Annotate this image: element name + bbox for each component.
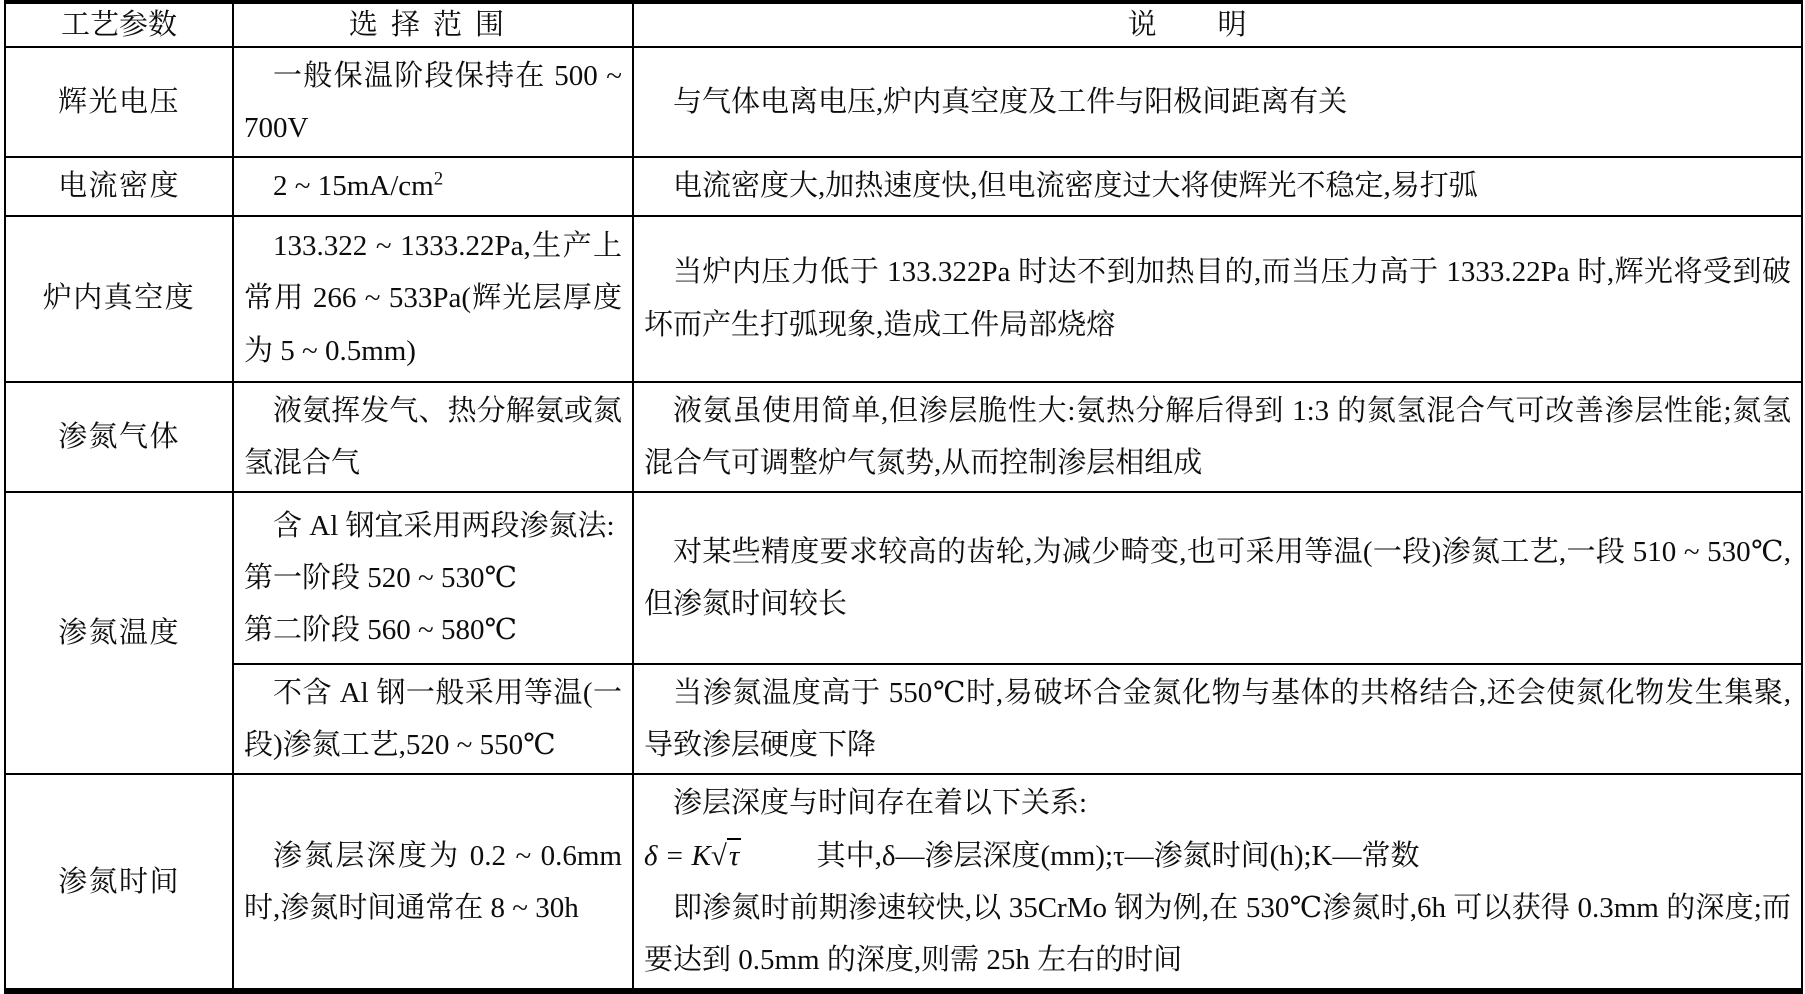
header-param: 工艺参数 (5, 2, 233, 47)
note-text: 当炉内压力低于 133.322Pa 时达不到加热目的,而当压力高于 1333.22Pa 时,辉光将受到破坏而产生打弧现象,造成工件局部烧熔 (644, 256, 1791, 341)
row-nitriding-gas (5, 382, 1802, 492)
row-current-density (5, 157, 1802, 215)
note-text: 液氨虽使用简单,但渗层脆性大:氨热分解后得到 1:3 的氮氢混合气可改善渗层性能;氮氢混合气可调整炉气氮势,从而控制渗层相组成 (644, 394, 1791, 479)
note-detail: 即渗氮时前期渗速较快,以 35CrMo 钢为例,在 530℃渗氮时,6h 可以获得 0.3mm 的深度;而要达到 0.5mm 的深度,则需 25h 左右的时间 (644, 891, 1791, 976)
header-note: 说明 (633, 2, 1802, 47)
range-text: 液氨挥发气、热分解氨或氮氢混合气 (244, 394, 622, 479)
table-header-row (5, 2, 1802, 47)
range-text (244, 160, 622, 212)
cell-note-non-al-steel (633, 664, 1802, 774)
cell-note-glow-voltage (633, 47, 1802, 157)
range-text: 一般保温阶段保持在 500 ~ 700V (244, 60, 622, 145)
cell-range-furnace-vacuum (233, 216, 633, 382)
cell-param-nitriding-time: 渗氮时间 (5, 774, 233, 991)
range-line-1: 含 Al 钢宜采用两段渗氮法: (273, 509, 615, 542)
formula-radicand: τ (728, 839, 740, 872)
cell-note-furnace-vacuum (633, 216, 1802, 382)
cell-range-non-al-steel (233, 664, 633, 774)
superscript-2: 2 (433, 168, 444, 190)
cell-range-glow-voltage (233, 47, 633, 157)
cell-note-nitriding-gas (633, 382, 1802, 492)
cell-range-al-steel (233, 492, 633, 664)
range-line-3: 第二阶段 560 ~ 580℃ (244, 614, 517, 647)
row-nitriding-time (5, 774, 1802, 991)
cell-note-al-steel (633, 492, 1802, 664)
formula-explanation: 其中,δ—渗层深度(mm);τ—渗氮时间(h);K—常数 (816, 839, 1420, 872)
process-parameters-table (4, 0, 1803, 994)
cell-param-nitriding-gas: 渗氮气体 (5, 382, 233, 492)
cell-param-nitriding-temperature: 渗氮温度 (5, 492, 233, 774)
range-text: 渗氮层深度为 0.2 ~ 0.6mm 时,渗氮时间通常在 8 ~ 30h (244, 839, 622, 924)
cell-param-furnace-vacuum: 炉内真空度 (5, 216, 233, 382)
row-nitriding-temperature-al-steel (5, 492, 1802, 664)
note-intro: 渗层深度与时间存在着以下关系: (673, 787, 1088, 820)
cell-note-current-density (633, 157, 1802, 215)
note-text: 当渗氮温度高于 550℃时,易破坏合金氮化物与基体的共格结合,还会使氮化物发生集聚,导致渗层硬度下降 (644, 676, 1791, 762)
cell-range-nitriding-time (233, 774, 633, 991)
cell-range-nitriding-gas (233, 382, 633, 492)
cell-param-current-density: 电流密度 (5, 157, 233, 215)
row-furnace-vacuum (5, 216, 1802, 382)
note-text: 与气体电离电压,炉内真空度及工件与阳极间距离有关 (673, 86, 1348, 119)
cell-range-current-density (233, 157, 633, 215)
range-text: 133.322 ~ 1333.22Pa,生产上常用 266 ~ 533Pa(辉光层厚度为 5 ~ 0.5mm) (244, 230, 622, 367)
cell-param-glow-voltage: 辉光电压 (5, 47, 233, 157)
range-value: 2 ~ 15mA/cm (273, 170, 434, 203)
formula-lhs: δ = K (644, 839, 711, 872)
radical-sign: √ (710, 839, 727, 872)
note-text: 电流密度大,加热速度快,但电流密度过大将使辉光不稳定,易打弧 (673, 170, 1478, 203)
row-glow-voltage (5, 47, 1802, 157)
depth-time-formula (644, 830, 1791, 882)
note-text: 对某些精度要求较高的齿轮,为减少畸变,也可采用等温(一段)渗氮工艺,一段 510 ~ 530℃,但渗氮时间较长 (644, 535, 1791, 620)
header-range: 选择范围 (233, 2, 633, 47)
range-text: 不含 Al 钢一般采用等温(一段)渗氮工艺,520 ~ 550℃ (244, 676, 622, 762)
range-line-2: 第一阶段 520 ~ 530℃ (244, 561, 517, 594)
row-nitriding-temperature-non-al-steel (5, 664, 1802, 774)
cell-note-nitriding-time (633, 774, 1802, 991)
